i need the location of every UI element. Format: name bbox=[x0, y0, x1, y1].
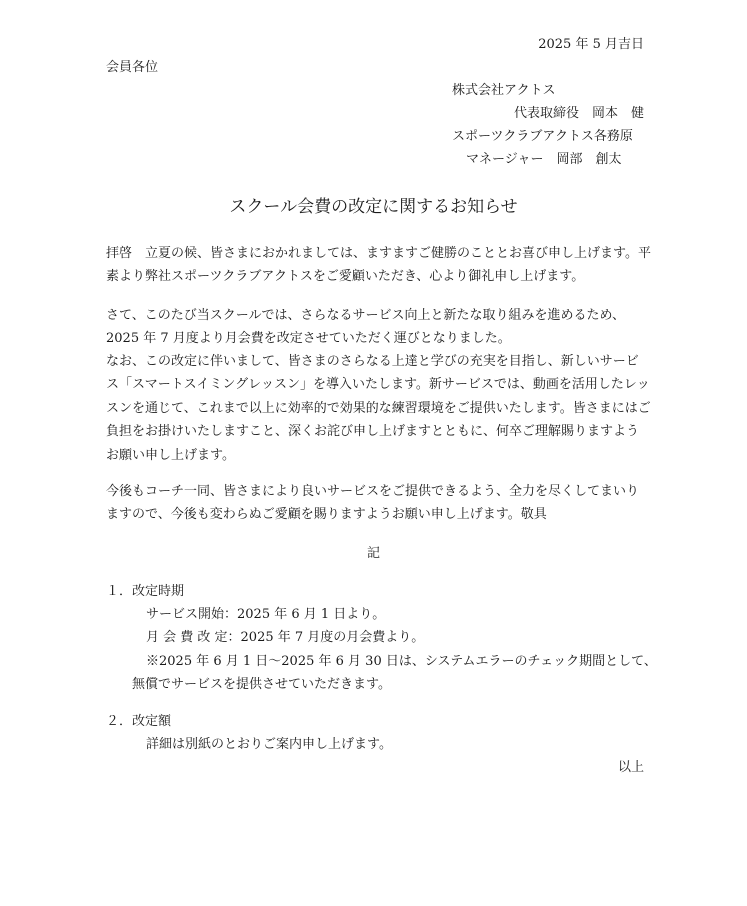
section-1-line: サービス開始：2025 年 6 月 1 日より。 bbox=[146, 607, 386, 622]
section-1-note: ※2025 年 6 月 1 日～2025 年 6 月 30 日は、システムエラーのチェック期間として、 bbox=[146, 654, 657, 669]
section-1-heading: １．改定時期 bbox=[106, 584, 185, 599]
ki-marker: 記 bbox=[366, 546, 380, 561]
section-1-line: 月 会 費 改 定：2025 年 7 月度の月会費より。 bbox=[146, 630, 425, 645]
sender-manager: マネージャー 岡部 創太 bbox=[466, 152, 622, 167]
document-date: 2025 年 5 月吉日 bbox=[538, 37, 644, 52]
document-title: スクール会費の改定に関するお知らせ bbox=[229, 197, 518, 217]
closing-ijou: 以上 bbox=[617, 760, 644, 775]
body-paragraph-greeting: 拝啓 立夏の候、皆さまにおかれましては、ますますご健勝のこととお喜び申し上げます。平素より弊社スポーツクラブアクトスをご愛顧いただき、心より御礼申し上げます。 bbox=[106, 246, 651, 285]
section-1-note-continued: 無償でサービスを提供させていただきます。 bbox=[132, 677, 391, 692]
section-2-line: 詳細は別紙のとおりご案内申し上げます。 bbox=[146, 737, 392, 752]
sender-office: スポーツクラブアクトス各務原 bbox=[452, 129, 633, 144]
sender-company: 株式会社アクトス bbox=[452, 83, 556, 98]
sender-representative: 代表取締役 岡本 健 bbox=[513, 106, 644, 121]
body-paragraph-new-service: なお、この改定に伴いまして、皆さまのさらなる上達と学びの充実を目指し、新しいサービス「スマートスイミングレッスン」を導入いたします。新サービスでは、動画を活用したレッスンを通じて、これまで以上に効率的で効果的な練習環境をご提供いたします。皆さまにはご負担をお掛けいたしますこと、深くお詫び申し上げますとともに、何卒ご理解賜りますようお願い申し上げます。 bbox=[106, 354, 651, 463]
body-paragraph-closing: 今後もコーチ一同、皆さまにより良いサービスをご提供できるよう、全力を尽くしてまいりますので、今後も変わらぬご愛顧を賜りますようお願い申し上げます。敬具 bbox=[106, 484, 640, 523]
section-2-heading: ２．改定額 bbox=[106, 714, 172, 729]
recipient: 会員各位 bbox=[106, 60, 159, 75]
body-paragraph-announcement: さて、このたび当スクールでは、さらなるサービス向上と新たな取り組みを進めるため、2025 年 7 月度より月会費を改定させていただく運びとなりました。 bbox=[106, 308, 625, 347]
